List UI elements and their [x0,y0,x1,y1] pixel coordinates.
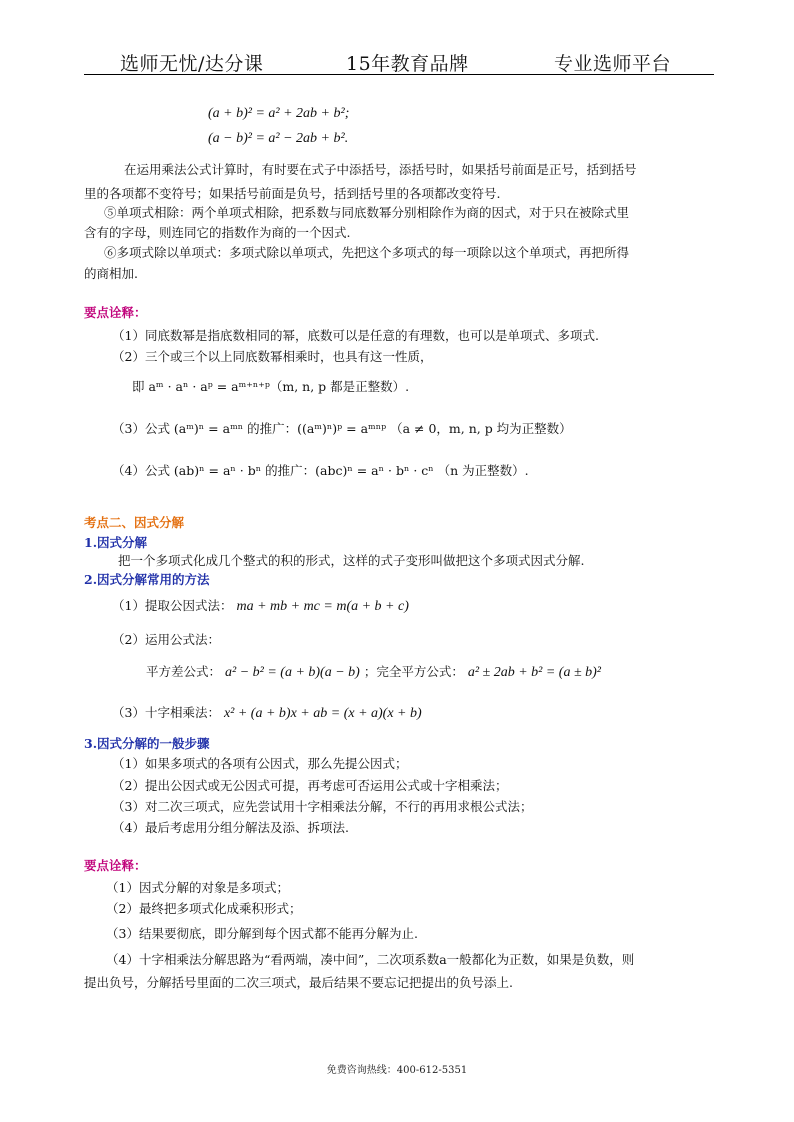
formula-square-sum: (a + b)² = a² + 2ab + b²; [208,106,350,121]
bracket-rule-line1: 在运用乘法公式计算时，有时要在式子中添括号，添括号时，如果括号前面是正号，括到括号 [124,162,637,177]
notes2-item1: （1）因式分解的对象是多项式； [106,880,289,895]
method2-b-label: ；完全平方公式： [363,664,464,679]
method1-text: （1）提取公因式法： [112,598,233,613]
notes2-item2: （2）最终把多项式化成乘积形式； [106,901,302,916]
notes1-item4: （4）公式 (ab)ⁿ = aⁿ · bⁿ 的推广：(abc)ⁿ = aⁿ · bⁿ · cⁿ （n 为正整数）. [112,463,529,478]
step3: （3）对二次三项式，应先尝试用十字相乘法分解，不行的再用求根公式法； [112,799,533,814]
notes1-item1: （1）同底数幂是指底数相同的幂，底数可以是任意的有理数，也可以是单项式、多项式. [112,328,599,343]
rule5-line2: 含有的字母，则连同它的指数作为商的一个因式. [84,225,351,240]
method2-b-formula: a² ± 2ab + b² = (a ± b)² [467,665,602,680]
formula-square-diff: (a − b)² = a² − 2ab + b². [208,131,349,146]
notes1-item2-formula: 即 aᵐ · aⁿ · aᵖ = aᵐ⁺ⁿ⁺ᵖ（m, n, p 都是正整数）. [132,379,410,394]
method2-a-formula: a² − b² = (a + b)(a − b) [225,665,360,680]
notes1-title: 要点诠释： [84,305,147,320]
footer-hotline: 免费咨询热线：400-612-5351 [326,1065,468,1076]
method2-a-label: 平方差公式： [146,664,222,679]
section2-sub3: 3.因式分解的一般步骤 [84,736,210,751]
rule6-line2: 的商相加. [84,266,138,281]
notes2-item4-line2: 提出负号，分解括号里面的二次三项式，最后结果不要忘记把提出的负号添上. [84,975,513,990]
notes1-item3: （3）公式 (aᵐ)ⁿ = aᵐⁿ 的推广：((aᵐ)ⁿ)ᵖ = aᵐⁿᵖ （a ≠ 0，m, n, p 均为正整数） [112,421,572,436]
step4: （4）最后考虑用分组分解法及添、拆项法. [112,820,349,835]
step1: （1）如果多项式的各项有公因式，那么先提公因式； [112,756,408,771]
header-brand: 选师无忧/达分课 [120,53,264,75]
bracket-rule-line2: 里的各项都不变符号；如果括号前面是负号，括到括号里的各项都改变符号. [84,186,501,201]
rule6-line1: ⑥多项式除以单项式：多项式除以单项式，先把这个多项式的每一项除以这个单项式，再把所得 [104,245,630,260]
section2-title: 考点二、因式分解 [84,515,185,530]
notes2-item3: （3）结果要彻底，即分解到每个因式都不能再分解为止. [106,926,418,941]
method2-formulas [146,664,601,681]
method3-label [112,705,422,722]
step2: （2）提出公因式或无公因式可提，再考虑可否运用公式或十字相乘法； [112,778,508,793]
notes2-item4-line1: （4）十字相乘法分解思路为“看两端，凑中间”，二次项系数a一般都化为正数，如果是负数，则 [106,952,635,967]
method3-formula: x² + (a + b)x + ab = (x + a)(x + b) [223,706,422,721]
method2-label: （2）运用公式法： [112,632,220,647]
section2-sub2: 2.因式分解常用的方法 [84,572,210,587]
page-header [84,48,714,75]
section2-sub1: 1.因式分解 [84,535,148,550]
notes2-title: 要点诠释： [84,858,147,873]
section2-sub1-text: 把一个多项式化成几个整式的积的形式，这样的式子变形叫做把这个多项式因式分解. [118,553,585,568]
method1-formula: ma + mb + mc = m(a + b + c) [236,599,409,614]
rule5-line1: ⑤单项式相除：两个单项式相除，把系数与同底数幂分别相除作为商的因式，对于只在被除式里 [104,205,630,220]
method1-label [112,598,409,615]
notes1-item2: （2）三个或三个以上同底数幂相乘时，也具有这一性质， [112,349,433,364]
header-slogan: 15年教育品牌 [346,53,469,75]
method3-text: （3）十字相乘法： [112,705,220,720]
header-platform: 专业选师平台 [554,53,672,75]
